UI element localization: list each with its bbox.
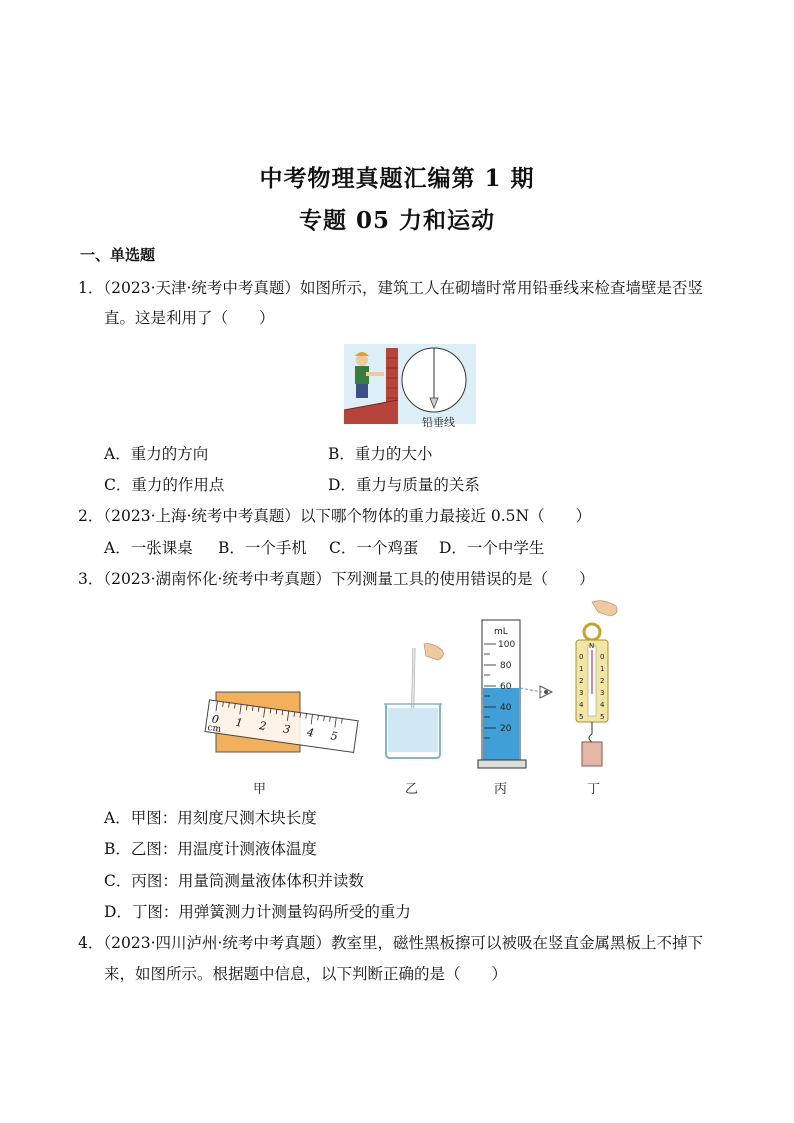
figure-spring-scale bbox=[564, 598, 624, 774]
ruler-tick-4: 4 bbox=[306, 725, 315, 740]
cylinder-tick-80: 80 bbox=[500, 661, 512, 671]
question-3-text: 下列测量工具的使用错误的是（ ） bbox=[330, 570, 595, 588]
scale-tick-right-0: 0 bbox=[600, 653, 605, 661]
cylinder-tick-20: 20 bbox=[500, 724, 512, 734]
question-3-source: （2023·湖南怀化·统考中考真题） bbox=[103, 570, 331, 588]
figure-graduated-cylinder bbox=[476, 614, 566, 774]
scale-tick-left-4: 4 bbox=[579, 701, 584, 709]
question-1-option-b[interactable]: B．重力的大小 bbox=[328, 445, 433, 463]
scale-tick-right-5: 5 bbox=[600, 713, 605, 721]
question-1-text: 如图所示，建筑工人在砌墙时常用铅垂线来检查墙壁是否竖 bbox=[299, 279, 703, 297]
question-1-option-d[interactable]: D．重力与质量的关系 bbox=[328, 476, 480, 494]
scale-tick-right-2: 2 bbox=[600, 677, 605, 685]
question-2-number: 2． bbox=[78, 507, 104, 525]
scale-tick-left-3: 3 bbox=[579, 689, 584, 697]
question-3-option-d[interactable]: D．丁图：用弹簧测力计测量钩码所受的重力 bbox=[104, 903, 411, 921]
cylinder-unit: mL bbox=[494, 627, 508, 637]
question-3-option-a[interactable]: A．甲图：用刻度尺测木块长度 bbox=[104, 809, 317, 827]
question-4-source: （2023·四川泸州·统考中考真题） bbox=[103, 934, 331, 952]
question-1-line-1 bbox=[78, 276, 703, 298]
page-subtitle: 专题 05 力和运动 bbox=[298, 207, 496, 234]
question-3-option-c[interactable]: C．丙图：用量筒测量液体体积并读数 bbox=[104, 872, 364, 890]
figure-label-bing: 丙 bbox=[494, 782, 508, 797]
figure-beaker-thermometer bbox=[380, 640, 450, 770]
ruler-tick-5: 5 bbox=[329, 729, 339, 744]
question-4-line-1 bbox=[78, 931, 703, 953]
question-2-line-1 bbox=[78, 504, 591, 526]
question-2-option-d[interactable]: D．一个中学生 bbox=[439, 539, 545, 557]
scale-unit: N bbox=[589, 642, 595, 650]
scale-tick-left-2: 2 bbox=[579, 677, 584, 685]
ruler-tick-1: 1 bbox=[234, 715, 244, 730]
question-4-text: 教室里，磁性黑板擦可以被吸在竖直金属黑板上不掉下 bbox=[330, 934, 703, 952]
scale-tick-left-1: 1 bbox=[579, 665, 584, 673]
question-1-option-a[interactable]: A．重力的方向 bbox=[104, 445, 209, 463]
question-2-option-b[interactable]: B．一个手机 bbox=[218, 539, 307, 557]
figure-label-ding: 丁 bbox=[587, 782, 601, 797]
question-4-number: 4． bbox=[78, 934, 104, 952]
question-1-number: 1． bbox=[78, 279, 104, 297]
scale-tick-right-3: 3 bbox=[600, 689, 605, 697]
question-3-number: 3． bbox=[78, 570, 104, 588]
question-3-line-1 bbox=[78, 567, 594, 589]
scale-tick-left-5: 5 bbox=[579, 713, 584, 721]
ruler-tick-2: 2 bbox=[258, 719, 268, 734]
question-2-source: （2023·上海·统考中考真题） bbox=[103, 507, 300, 525]
question-1-line-2: 直。这是利用了（ ） bbox=[104, 309, 275, 327]
ruler-unit: cm bbox=[206, 722, 222, 735]
question-2-option-c[interactable]: C．一个鸡蛋 bbox=[329, 539, 419, 557]
question-4-line-2: 来，如图所示。根据题中信息，以下判断正确的是（ ） bbox=[104, 965, 508, 983]
plumb-line-figure bbox=[344, 344, 480, 436]
cylinder-tick-40: 40 bbox=[500, 703, 512, 713]
cylinder-tick-60: 60 bbox=[500, 682, 512, 692]
scale-tick-right-4: 4 bbox=[600, 701, 605, 709]
ruler-tick-3: 3 bbox=[282, 722, 292, 737]
page-title: 中考物理真题汇编第 1 期 bbox=[259, 165, 535, 192]
figure-ruler-block bbox=[200, 688, 360, 768]
cylinder-tick-100: 100 bbox=[498, 640, 516, 650]
question-3-option-b[interactable]: B．乙图：用温度计测液体温度 bbox=[104, 840, 317, 858]
ruler-tick-0: 0 bbox=[210, 712, 220, 727]
plumb-line-caption: 铅垂线 bbox=[422, 416, 455, 429]
figure-label-jia: 甲 bbox=[253, 782, 267, 797]
question-1-option-c[interactable]: C．重力的作用点 bbox=[104, 476, 225, 494]
question-1-source: （2023·天津·统考中考真题） bbox=[103, 279, 300, 297]
scale-tick-right-1: 1 bbox=[600, 665, 605, 673]
scale-tick-left-0: 0 bbox=[579, 653, 584, 661]
question-2-option-a[interactable]: A．一张课桌 bbox=[104, 539, 193, 557]
section-heading: 一、单选题 bbox=[80, 246, 156, 264]
figure-label-yi: 乙 bbox=[405, 782, 419, 797]
question-2-text: 以下哪个物体的重力最接近 0.5N（ ） bbox=[299, 507, 592, 525]
